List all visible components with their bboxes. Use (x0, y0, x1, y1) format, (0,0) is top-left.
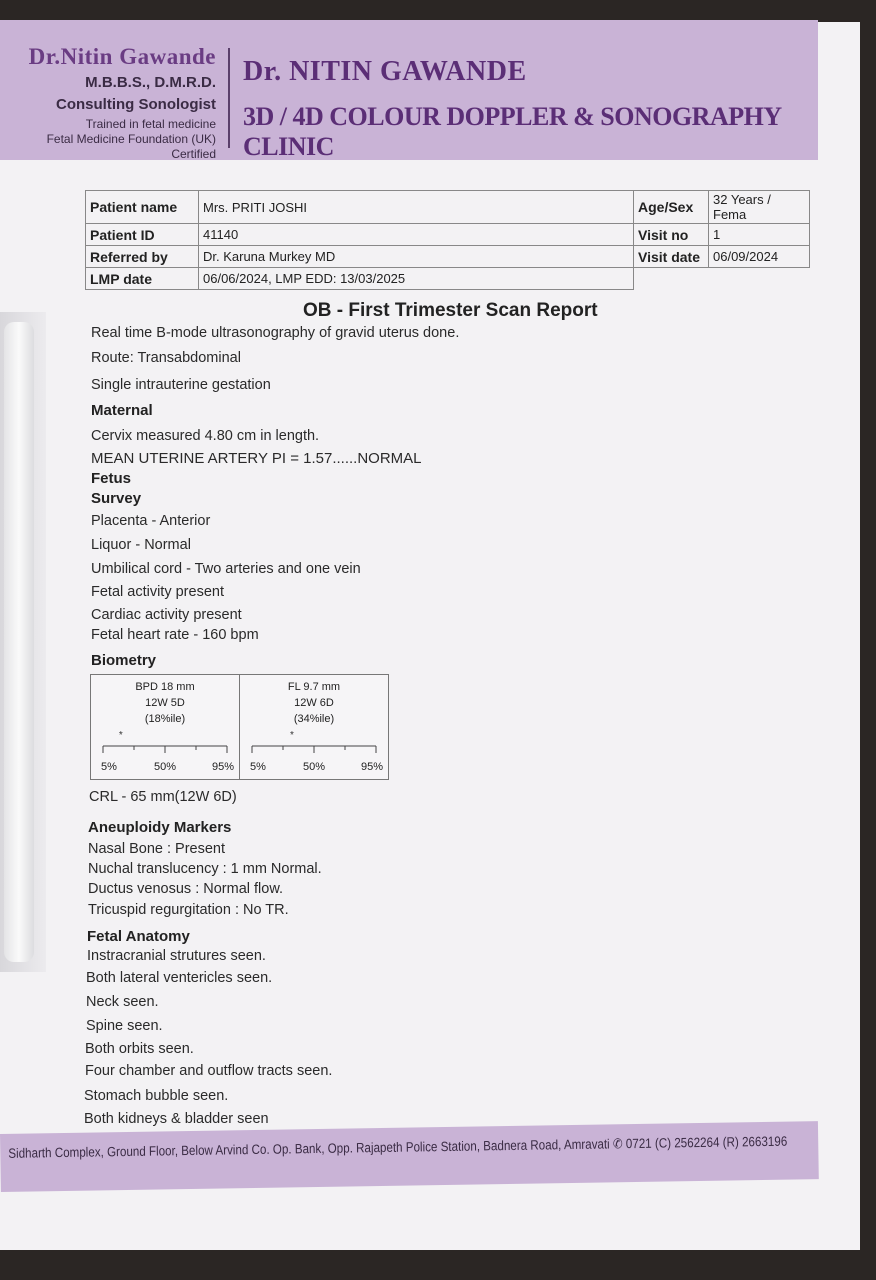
aneuploidy-line: Nasal Bone : Present (88, 841, 226, 857)
survey-line: Umbilical cord - Two arteries and one vein (91, 561, 361, 577)
patient-name-value: Mrs. PRITI JOSHI (199, 191, 634, 224)
anatomy-line: Instracranial strutures seen. (87, 948, 266, 964)
doctor-training (0, 117, 216, 162)
clinic-name: 3D / 4D COLOUR DOPPLER & SONOGRAPHY CLINIC (243, 102, 781, 161)
training-line: Certified (171, 147, 216, 161)
table-row (86, 246, 810, 268)
biometry-age: 12W 5D (145, 697, 185, 709)
maternal-heading: Maternal (91, 402, 153, 419)
crl-line: CRL - 65 mm(12W 6D) (89, 789, 237, 805)
table-row (86, 224, 810, 246)
survey-heading: Survey (91, 490, 142, 507)
patient-id-label: Patient ID (86, 224, 199, 246)
doctor-role: Consulting Sonologist (56, 96, 216, 113)
maternal-line: MEAN UTERINE ARTERY PI = 1.57......NORMAL (91, 450, 422, 467)
anatomy-line: Both lateral ventericles seen. (86, 970, 273, 986)
biometry-measure: BPD 18 mm (135, 681, 195, 693)
biometry-fl (239, 675, 388, 779)
anatomy-line: Four chamber and outflow tracts seen. (85, 1063, 333, 1079)
survey-line: Fetal heart rate - 160 bpm (91, 627, 259, 643)
training-line: Fetal Medicine Foundation (UK) (46, 132, 216, 146)
scale-label-mid: 50% (154, 761, 177, 773)
doctor-degrees: M.B.B.S., D.M.R.D. (85, 74, 216, 91)
header-divider (228, 48, 230, 148)
intro-line: Real time B-mode ultrasonography of gravid uterus done. (91, 325, 460, 341)
visit-no-value: 1 (709, 224, 810, 246)
intro-line: Single intrauterine gestation (91, 377, 271, 393)
aneuploidy-heading: Aneuploidy Markers (88, 819, 232, 836)
biometry-percentile: (18%ile) (144, 713, 186, 725)
aneuploidy-line: Tricuspid regurgitation : No TR. (88, 902, 289, 918)
table-row (86, 191, 810, 224)
percentile-scale (91, 743, 239, 757)
anatomy-heading: Fetal Anatomy (87, 928, 190, 945)
patient-id-value: 41140 (199, 224, 634, 246)
doctor-credentials (0, 44, 216, 162)
pen-object (4, 322, 34, 962)
survey-line: Cardiac activity present (91, 607, 242, 623)
empty-cell (634, 268, 709, 290)
scale-label-low: 5% (250, 761, 266, 773)
clinic-address: Sidharth Complex, Ground Floor, Below Arvind Co. Op. Bank, Opp. Rajapeth Police Station, Badnera Road, Amravati ✆ 0721 (C) 2562264 (R) 2663196 (8, 1133, 788, 1161)
fetus-heading: Fetus (91, 470, 132, 487)
maternal-line: Cervix measured 4.80 cm in length. (91, 428, 320, 444)
doctor-name-left: Dr.Nitin Gawande (28, 44, 216, 69)
anatomy-line: Neck seen. (86, 994, 159, 1010)
survey-line: Fetal activity present (91, 584, 224, 600)
age-sex-value: 32 Years / Fema (709, 191, 810, 224)
visit-no-label: Visit no (634, 224, 709, 246)
training-line: Trained in fetal medicine (85, 117, 216, 131)
biometry-percentile: (34%ile) (293, 713, 335, 725)
biometry-bpd (91, 675, 239, 779)
intro-line: Route: Transabdominal (91, 350, 241, 366)
anatomy-line: Both kidneys & bladder seen (84, 1111, 269, 1127)
biometry-values (91, 679, 239, 727)
letterhead (0, 20, 818, 160)
lmp-label: LMP date (86, 268, 199, 290)
table-row (86, 268, 810, 290)
referred-by-label: Referred by (86, 246, 199, 268)
visit-date-label: Visit date (634, 246, 709, 268)
anatomy-line: Stomach bubble seen. (84, 1088, 229, 1104)
biometry-measure: FL 9.7 mm (287, 681, 341, 693)
scale-label-low: 5% (101, 761, 117, 773)
percentile-scale (240, 743, 388, 757)
anatomy-line: Spine seen. (86, 1018, 163, 1034)
percentile-marker: * (289, 730, 294, 741)
biometry-box (90, 674, 389, 780)
scale-label-high: 95% (361, 761, 384, 773)
aneuploidy-line: Nuchal translucency : 1 mm Normal. (88, 861, 322, 877)
visit-date-value: 06/09/2024 (709, 246, 810, 268)
biometry-heading: Biometry (91, 652, 157, 669)
survey-line: Liquor - Normal (91, 537, 191, 553)
biometry-age: 12W 6D (294, 697, 334, 709)
scale-label-high: 95% (212, 761, 235, 773)
clinic-title (243, 56, 818, 162)
report-title: OB - First Trimester Scan Report (303, 300, 598, 321)
patient-info-table (85, 190, 810, 290)
patient-name-label: Patient name (86, 191, 199, 224)
lmp-value: 06/06/2024, LMP EDD: 13/03/2025 (199, 268, 634, 290)
biometry-values (240, 679, 388, 727)
aneuploidy-line: Ductus venosus : Normal flow. (88, 881, 284, 897)
survey-line: Placenta - Anterior (91, 513, 211, 529)
doctor-name-right: Dr. NITIN GAWANDE (243, 56, 527, 87)
percentile-marker: * (118, 730, 123, 741)
age-sex-label: Age/Sex (634, 191, 709, 224)
anatomy-line: Both orbits seen. (85, 1041, 194, 1057)
empty-cell (709, 268, 810, 290)
referred-by-value: Dr. Karuna Murkey MD (199, 246, 634, 268)
scale-label-mid: 50% (303, 761, 326, 773)
